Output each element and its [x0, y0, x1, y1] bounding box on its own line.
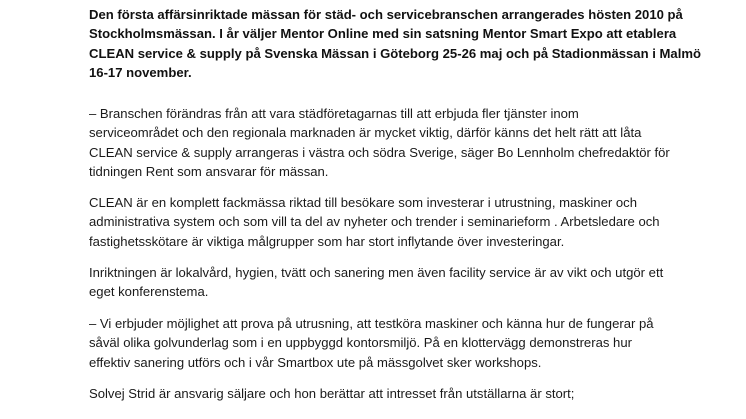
body-line: – Vi erbjuder möjlighet att prova på utrusning, att testköra maskiner och känna hur de fungerar på — [89, 316, 654, 331]
lead-line: Den första affärsinriktade mässan för städ- och servicebranschen arrangerades hösten 2010 på — [89, 7, 683, 22]
body-line: serviceområdet och den regionala marknaden är mycket viktig, därför känns det helt rätt att låta — [89, 125, 642, 141]
body-line: såväl olika golvunderlag som i en uppbyggd kontorsmiljö. På en klottervägg demonstreras hur — [89, 335, 632, 351]
body-line: – Branschen förändras från att vara städföretagarnas till att erbjuda fler tjänster inom — [89, 106, 579, 121]
quote-paragraph-demo — [89, 314, 729, 372]
quote-paragraph-lennholm — [89, 104, 729, 182]
body-line: Inriktningen är lokalvård, hygien, tvätt och sanering men även facility service är av vikt och utgör ett — [89, 265, 664, 280]
body-line: fastighetsskötare är viktiga målgrupper som har stort inflytande över investeringar. — [89, 233, 565, 249]
body-line: CLEAN service & supply arrangeras i västra och södra Sverige, säger Bo Lennholm chefredaktör för — [89, 144, 670, 160]
body-line: eget konferenstema. — [89, 284, 209, 300]
lead-line: CLEAN service & supply på Svenska Mässan i Göteborg 25-26 maj och på Stadionmässan i Malmö — [89, 45, 701, 61]
body-line: tidningen Rent som ansvarar för mässan. — [89, 164, 329, 180]
closing-paragraph — [89, 384, 729, 403]
body-line: administrativa system och som vill ta del av nyheter och trender i seminarieform . Arbetsledare och — [89, 214, 660, 230]
lead-paragraph — [89, 5, 729, 83]
body-line: Solvej Strid är ansvarig säljare och hon berättar att intresset från utställarna är stort; — [89, 386, 575, 401]
lead-line: 16-17 november. — [89, 65, 192, 81]
lead-line: Stockholmsmässan. I år väljer Mentor Online med sin satsning Mentor Smart Expo att etablera — [89, 26, 677, 42]
focus-paragraph — [89, 263, 729, 302]
body-line: CLEAN är en komplett fackmässa riktad till besökare som investerar i utrustning, maskiner och — [89, 195, 637, 210]
body-line: effektiv sanering utförs och i vår Smartbox ute på mässgolvet sker workshops. — [89, 354, 542, 370]
about-paragraph — [89, 193, 729, 251]
